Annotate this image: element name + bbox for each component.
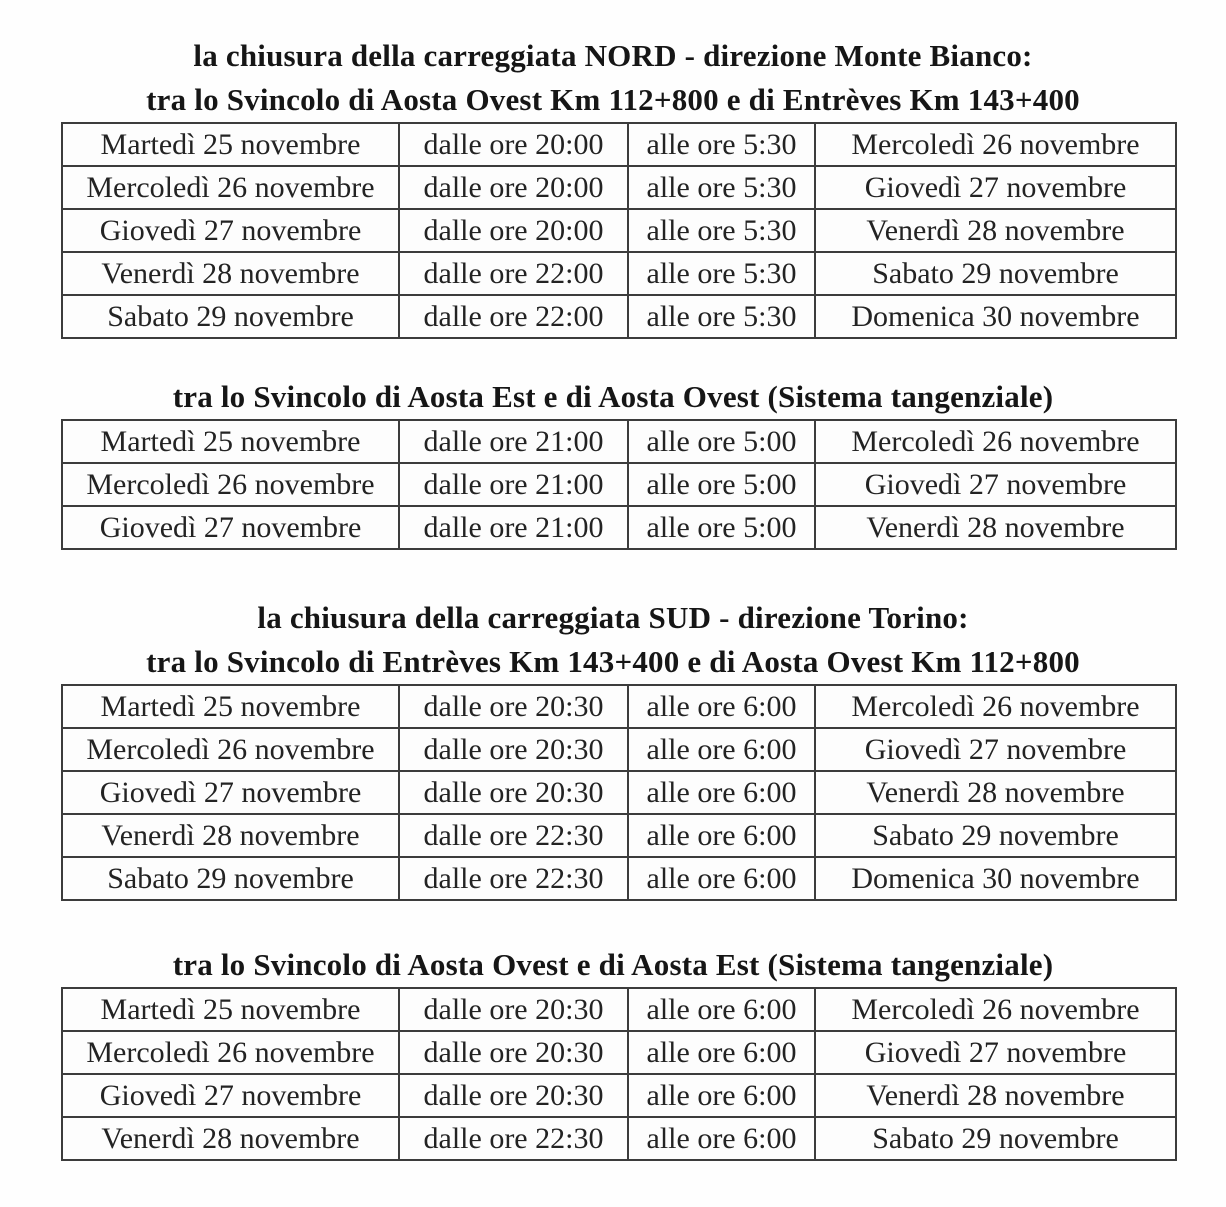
cell-from-time: dalle ore 21:00: [399, 420, 628, 463]
cell-start-day: Venerdì 28 novembre: [62, 814, 399, 857]
schedule-table-closure-south-mainline: [61, 684, 1177, 901]
schedule-row: [62, 685, 1176, 728]
cell-end-day: Giovedì 27 novembre: [815, 728, 1176, 771]
section-title-line: la chiusura della carreggiata NORD - direzione Monte Bianco:: [193, 38, 1033, 73]
section-title-block: [0, 943, 1226, 987]
cell-to-time: alle ore 5:00: [628, 420, 815, 463]
schedule-row: [62, 252, 1176, 295]
cell-to-time: alle ore 5:30: [628, 166, 815, 209]
cell-to-time: alle ore 6:00: [628, 814, 815, 857]
schedule-row: [62, 1117, 1176, 1160]
cell-start-day: Giovedì 27 novembre: [62, 506, 399, 549]
cell-from-time: dalle ore 20:30: [399, 1074, 628, 1117]
cell-start-day: Martedì 25 novembre: [62, 420, 399, 463]
cell-to-time: alle ore 5:00: [628, 463, 815, 506]
cell-end-day: Venerdì 28 novembre: [815, 771, 1176, 814]
cell-to-time: alle ore 5:00: [628, 506, 815, 549]
schedule-row: [62, 857, 1176, 900]
schedule-row: [62, 1031, 1176, 1074]
cell-from-time: dalle ore 20:00: [399, 166, 628, 209]
section-title-block: [0, 596, 1226, 684]
cell-start-day: Martedì 25 novembre: [62, 123, 399, 166]
schedule-row: [62, 771, 1176, 814]
section-closure-north-tangenziale: [0, 375, 1226, 550]
cell-to-time: alle ore 6:00: [628, 988, 815, 1031]
cell-start-day: Giovedì 27 novembre: [62, 209, 399, 252]
cell-to-time: alle ore 5:30: [628, 209, 815, 252]
cell-from-time: dalle ore 20:30: [399, 1031, 628, 1074]
schedule-row: [62, 295, 1176, 338]
cell-from-time: dalle ore 22:00: [399, 252, 628, 295]
schedule-row: [62, 506, 1176, 549]
section-title-line: la chiusura della carreggiata SUD - direzione Torino:: [257, 600, 969, 635]
cell-end-day: Mercoledì 26 novembre: [815, 685, 1176, 728]
schedule-row: [62, 728, 1176, 771]
cell-start-day: Venerdì 28 novembre: [62, 1117, 399, 1160]
cell-end-day: Mercoledì 26 novembre: [815, 123, 1176, 166]
section-title-block: [0, 375, 1226, 419]
cell-start-day: Mercoledì 26 novembre: [62, 728, 399, 771]
cell-end-day: Venerdì 28 novembre: [815, 209, 1176, 252]
cell-end-day: Mercoledì 26 novembre: [815, 420, 1176, 463]
cell-to-time: alle ore 6:00: [628, 728, 815, 771]
cell-to-time: alle ore 6:00: [628, 1074, 815, 1117]
schedule-row: [62, 420, 1176, 463]
cell-end-day: Giovedì 27 novembre: [815, 463, 1176, 506]
cell-from-time: dalle ore 20:30: [399, 988, 628, 1031]
schedule-row: [62, 1074, 1176, 1117]
cell-from-time: dalle ore 22:00: [399, 295, 628, 338]
schedule-row: [62, 988, 1176, 1031]
cell-start-day: Martedì 25 novembre: [62, 988, 399, 1031]
cell-to-time: alle ore 6:00: [628, 857, 815, 900]
cell-end-day: Venerdì 28 novembre: [815, 1074, 1176, 1117]
cell-start-day: Martedì 25 novembre: [62, 685, 399, 728]
section-title-block: [0, 34, 1226, 122]
cell-start-day: Venerdì 28 novembre: [62, 252, 399, 295]
cell-from-time: dalle ore 21:00: [399, 463, 628, 506]
cell-to-time: alle ore 5:30: [628, 123, 815, 166]
cell-to-time: alle ore 6:00: [628, 685, 815, 728]
section-title-line: tra lo Svincolo di Aosta Ovest Km 112+800 e di Entrèves Km 143+400: [146, 82, 1080, 117]
cell-from-time: dalle ore 20:30: [399, 685, 628, 728]
cell-start-day: Mercoledì 26 novembre: [62, 463, 399, 506]
cell-from-time: dalle ore 20:00: [399, 123, 628, 166]
cell-end-day: Sabato 29 novembre: [815, 1117, 1176, 1160]
cell-end-day: Domenica 30 novembre: [815, 857, 1176, 900]
cell-end-day: Giovedì 27 novembre: [815, 1031, 1176, 1074]
section-title-line: tra lo Svincolo di Aosta Ovest e di Aosta Est (Sistema tangenziale): [172, 947, 1054, 982]
schedule-row: [62, 814, 1176, 857]
cell-start-day: Giovedì 27 novembre: [62, 1074, 399, 1117]
section-title-line: tra lo Svincolo di Entrèves Km 143+400 e di Aosta Ovest Km 112+800: [146, 644, 1080, 679]
cell-end-day: Venerdì 28 novembre: [815, 506, 1176, 549]
schedule-table-closure-north-tangenziale: [61, 419, 1177, 550]
cell-to-time: alle ore 6:00: [628, 1117, 815, 1160]
schedule-row: [62, 166, 1176, 209]
cell-to-time: alle ore 6:00: [628, 1031, 815, 1074]
cell-from-time: dalle ore 22:30: [399, 857, 628, 900]
cell-from-time: dalle ore 20:30: [399, 771, 628, 814]
section-closure-north-mainline: [0, 34, 1226, 339]
cell-end-day: Mercoledì 26 novembre: [815, 988, 1176, 1031]
cell-start-day: Sabato 29 novembre: [62, 857, 399, 900]
schedule-row: [62, 123, 1176, 166]
section-title-line: tra lo Svincolo di Aosta Est e di Aosta Ovest (Sistema tangenziale): [172, 379, 1054, 414]
cell-from-time: dalle ore 20:30: [399, 728, 628, 771]
cell-from-time: dalle ore 22:30: [399, 814, 628, 857]
cell-start-day: Mercoledì 26 novembre: [62, 166, 399, 209]
cell-start-day: Giovedì 27 novembre: [62, 771, 399, 814]
schedule-row: [62, 463, 1176, 506]
cell-start-day: Sabato 29 novembre: [62, 295, 399, 338]
cell-to-time: alle ore 6:00: [628, 771, 815, 814]
cell-end-day: Giovedì 27 novembre: [815, 166, 1176, 209]
cell-to-time: alle ore 5:30: [628, 252, 815, 295]
cell-end-day: Sabato 29 novembre: [815, 814, 1176, 857]
section-closure-south-mainline: [0, 596, 1226, 901]
schedule-row: [62, 209, 1176, 252]
schedule-table-closure-south-tangenziale: [61, 987, 1177, 1161]
cell-from-time: dalle ore 22:30: [399, 1117, 628, 1160]
schedule-table-closure-north-mainline: [61, 122, 1177, 339]
cell-to-time: alle ore 5:30: [628, 295, 815, 338]
cell-from-time: dalle ore 21:00: [399, 506, 628, 549]
cell-from-time: dalle ore 20:00: [399, 209, 628, 252]
section-closure-south-tangenziale: [0, 943, 1226, 1161]
cell-start-day: Mercoledì 26 novembre: [62, 1031, 399, 1074]
cell-end-day: Domenica 30 novembre: [815, 295, 1176, 338]
cell-end-day: Sabato 29 novembre: [815, 252, 1176, 295]
